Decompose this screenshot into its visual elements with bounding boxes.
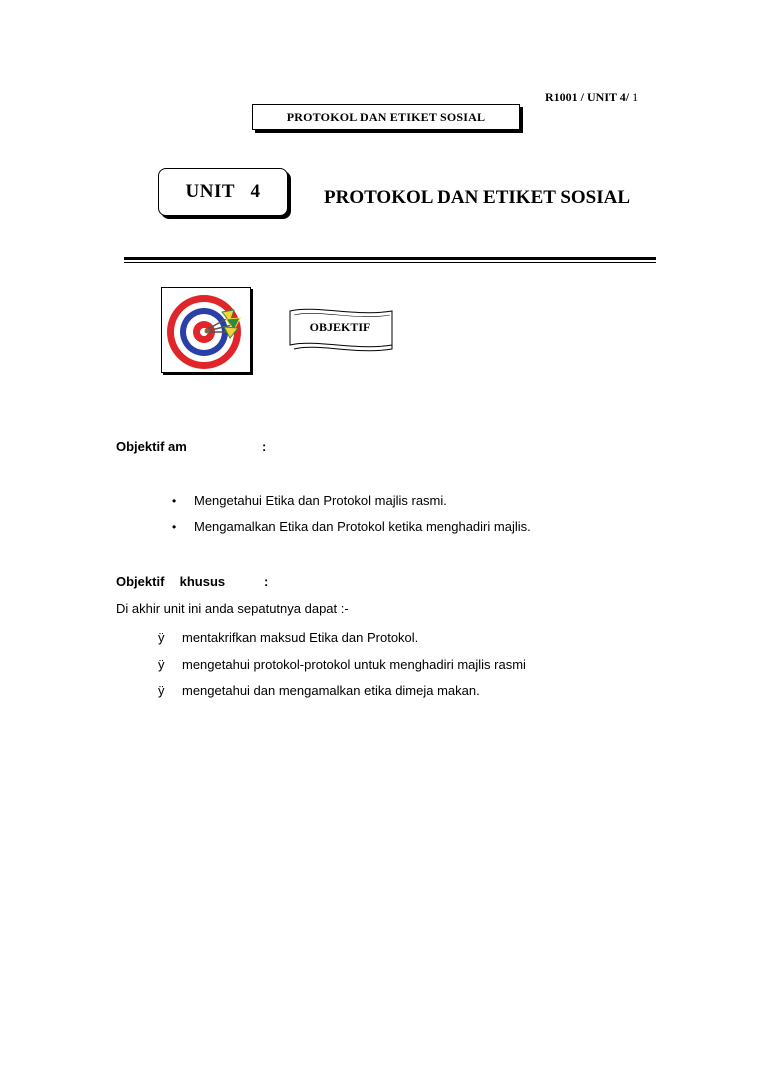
divider-thin [124,262,656,263]
objektif-am-colon: : [262,439,267,454]
objektif-am-heading: Objektif am [116,439,187,454]
bullet-icon: • [172,520,177,534]
target-image-frame [161,287,251,373]
list-item-text: Mengamalkan Etika dan Protokol ketika menghadiri majlis. [194,519,531,534]
list-marker: ÿ [158,683,165,698]
list-item-text: mengetahui dan mengamalkan etika dimeja makan. [182,683,480,698]
list-marker: ÿ [158,630,165,645]
list-item [158,683,480,698]
unit-box [158,168,288,216]
list-item-text: Mengetahui Etika dan Protokol majlis rasmi. [194,493,447,508]
objektif-khusus-colon: : [264,574,269,589]
bullet-icon: • [172,494,177,508]
list-marker: ÿ [158,657,165,672]
objektif-khusus-heading: Objektif khusus [116,574,226,589]
page-number: 1 [632,90,639,104]
running-title: PROTOKOL DAN ETIKET SOSIAL [286,109,486,124]
list-item [158,657,526,672]
list-item-text: mengetahui protokol-protokol untuk menghadiri majlis rasmi [182,657,526,672]
divider-thick [124,257,656,260]
objektif-banner-label: OBJEKTIF [309,320,371,334]
running-title-box [252,104,520,130]
dartboard-target-icon [162,288,250,372]
page-reference-code: R1001 / UNIT 4/ [545,90,630,104]
objektif-khusus-intro: Di akhir unit ini anda sepatutnya dapat :- [116,601,349,616]
unit-label: UNIT 4 [185,181,261,202]
list-item [158,630,418,645]
page-reference [545,90,638,105]
list-item [172,493,447,508]
list-item [172,519,531,534]
list-item-text: mentakrifkan maksud Etika dan Protokol. [182,630,419,645]
unit-title: PROTOKOL DAN ETIKET SOSIAL [324,187,631,208]
